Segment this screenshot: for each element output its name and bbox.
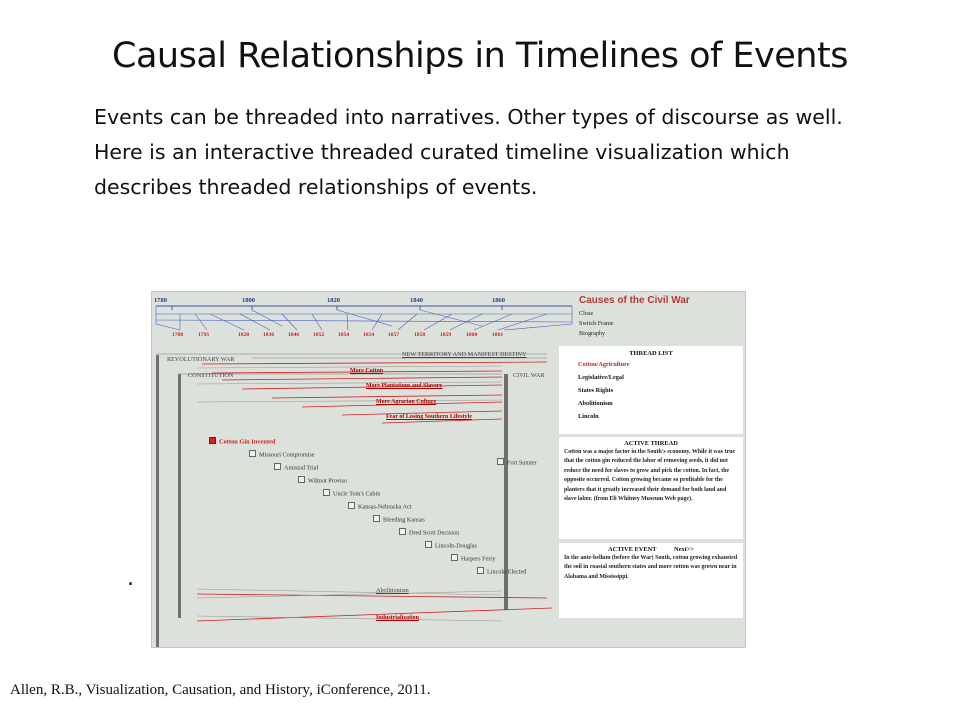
event-checkbox[interactable] bbox=[451, 554, 458, 561]
detail-year-label: 1860 bbox=[466, 332, 478, 338]
detail-year-label: 1846 bbox=[288, 332, 300, 338]
event-checkbox[interactable] bbox=[348, 502, 355, 509]
event-checkbox[interactable] bbox=[373, 515, 380, 522]
event-checkbox[interactable] bbox=[477, 567, 484, 574]
thread-item[interactable]: States Rights bbox=[578, 387, 614, 394]
active-event-text: In the ante-bellum (before the War) South, cotton growing exhausted the soil in coastal southern states and more cotton was grown near in Alabama and Mississippi. bbox=[564, 555, 738, 580]
era-bar-constitution bbox=[178, 374, 181, 618]
active-event-header-row bbox=[559, 546, 743, 553]
detail-year-label: 1854 bbox=[363, 332, 375, 338]
abolitionism-thread-label[interactable]: Abolitionism bbox=[376, 587, 409, 594]
era-bar-revolutionary bbox=[156, 355, 159, 647]
detail-year-label: 1859 bbox=[440, 332, 452, 338]
active-thread-text: Cotton was a major factor in the South's economy. While it was true that the cotton gin reduced the labor of removing seeds, it did not reduce the need for slaves to grow and pick the cotton. In fact, the opposite occurred. Cotton growing became so profitable for the planters that it greatly increased their demand for both land and slave labor. (from Eli Whitney Museum Web page). bbox=[564, 449, 735, 503]
event-item[interactable]: Dred Scott Decision bbox=[399, 528, 459, 538]
zoom-fan-lines bbox=[156, 306, 572, 330]
event-item[interactable]: Missouri Compromise bbox=[249, 450, 315, 460]
era-label[interactable]: CONSTITUTION bbox=[188, 372, 234, 379]
bullet-dot: . bbox=[127, 566, 134, 591]
event-checkbox[interactable] bbox=[249, 450, 256, 457]
axis-year-label: 1860 bbox=[492, 297, 505, 304]
event-checkbox[interactable] bbox=[425, 541, 432, 548]
thread-item[interactable]: Abolitionism bbox=[578, 400, 613, 407]
switch-frame-link[interactable]: Switch Frame bbox=[579, 320, 614, 327]
biography-link[interactable]: Biography bbox=[579, 330, 606, 337]
event-checkbox[interactable] bbox=[298, 476, 305, 483]
event-item[interactable]: Kansas-Nebraska Act bbox=[348, 502, 411, 512]
axis-year-label: 1820 bbox=[327, 297, 340, 304]
thread-label[interactable]: More Plantations and Slavery bbox=[366, 383, 443, 389]
event-checkbox[interactable] bbox=[497, 458, 504, 465]
detail-year-label: 1852 bbox=[313, 332, 325, 338]
detail-year-label: 1820 bbox=[238, 332, 250, 338]
thread-list-panel bbox=[559, 346, 743, 434]
event-checkbox[interactable] bbox=[323, 489, 330, 496]
thread-label[interactable]: More Cotton bbox=[350, 368, 384, 374]
active-event-panel bbox=[559, 543, 743, 618]
detail-year-label: 1788 bbox=[172, 332, 184, 338]
thread-label[interactable]: More Agrarian Culture bbox=[376, 399, 437, 405]
close-link[interactable]: Close bbox=[579, 310, 594, 317]
detail-year-label: 1857 bbox=[388, 332, 400, 338]
slide-title: Causal Relationships in Timelines of Events bbox=[112, 36, 848, 76]
citation: Allen, R.B., Visualization, Causation, and History, iConference, 2011. bbox=[10, 682, 431, 698]
axis-year-label: 1840 bbox=[410, 297, 423, 304]
next-event-button[interactable]: Next>> bbox=[673, 546, 695, 553]
viz-title: Causes of the Civil War bbox=[579, 295, 690, 306]
thread-label[interactable]: Fear of Losing Southern Lifestyle bbox=[386, 414, 472, 420]
era-label[interactable]: REVOLUTIONARY WAR bbox=[167, 356, 235, 363]
event-item[interactable]: Wilmot Proviso bbox=[298, 476, 347, 486]
thread-list-header: THREAD LIST bbox=[629, 350, 673, 357]
thread-item[interactable]: Lincoln bbox=[578, 413, 599, 420]
era-label[interactable]: CIVIL WAR bbox=[513, 372, 545, 379]
axis-year-label: 1800 bbox=[242, 297, 255, 304]
slide-body-text: Events can be threaded into narratives. Other types of discourse as well. Here is an interactive threaded curated timeline visualization which describes threaded relationships of events. bbox=[94, 105, 843, 199]
event-item[interactable]: Amistad Trial bbox=[274, 463, 318, 473]
event-checkbox[interactable] bbox=[274, 463, 281, 470]
thread-item[interactable]: Cotton/Agriculture bbox=[578, 361, 630, 368]
axis-year-label: 1780 bbox=[154, 297, 167, 304]
event-item[interactable]: Fort Sumter bbox=[497, 458, 537, 468]
timeline-visualization bbox=[151, 291, 746, 648]
era-label[interactable]: NEW TERRITORY AND MANIFEST DESTINY bbox=[402, 351, 527, 358]
event-checkbox[interactable] bbox=[209, 437, 216, 444]
event-item[interactable]: Harpers Ferry bbox=[451, 554, 496, 564]
active-thread-header: ACTIVE THREAD bbox=[624, 440, 678, 447]
detail-year-label: 1836 bbox=[263, 332, 275, 338]
event-item[interactable]: Uncle Tom's Cabin bbox=[323, 489, 380, 499]
event-item[interactable]: Lincoln-Douglas bbox=[425, 541, 477, 551]
active-thread-panel bbox=[559, 437, 743, 539]
event-item[interactable]: Bleeding Kansas bbox=[373, 515, 425, 525]
active-event-header: ACTIVE EVENT bbox=[607, 546, 657, 553]
detail-year-label: 1861 bbox=[492, 332, 504, 338]
detail-year-label: 1795 bbox=[198, 332, 210, 338]
event-item[interactable]: Lincoln Elected bbox=[477, 567, 526, 577]
detail-year-label: 1858 bbox=[414, 332, 426, 338]
event-checkbox[interactable] bbox=[399, 528, 406, 535]
event-item[interactable]: Cotton Gin Invented bbox=[209, 437, 275, 447]
detail-year-label: 1854 bbox=[338, 332, 350, 338]
industrialization-thread-label[interactable]: Industrialization bbox=[376, 615, 420, 621]
thread-item[interactable]: Legislative/Legal bbox=[578, 374, 624, 381]
